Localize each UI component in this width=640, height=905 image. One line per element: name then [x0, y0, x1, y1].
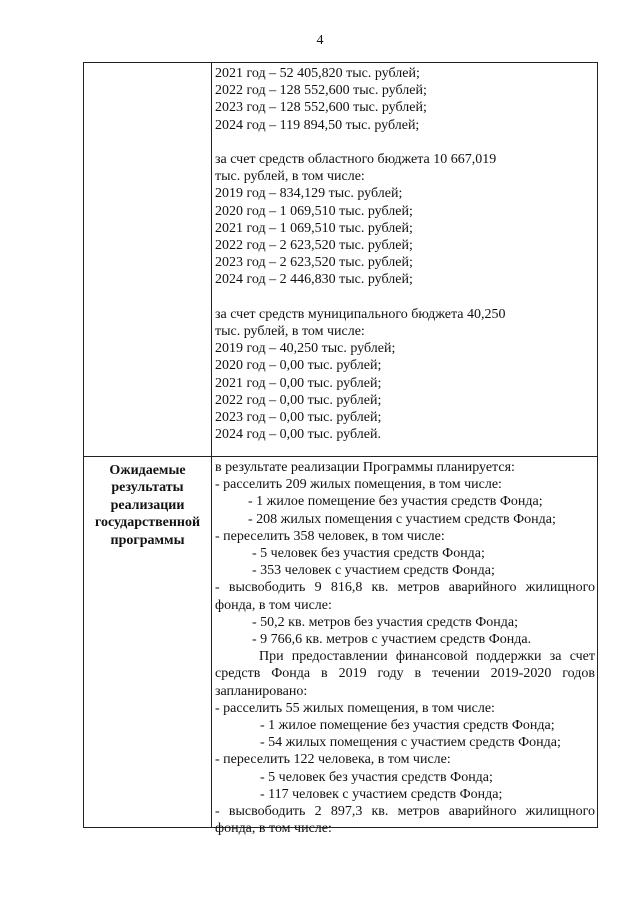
resettle-subitem: - 208 жилых помещения с участием средств Фонда; — [248, 511, 556, 527]
results-intro: в результате реализации Программы планируется: — [215, 460, 515, 475]
support-paragraph-line: средств Фонда в 2019 году в течении 2019-2020 годов — [215, 666, 595, 682]
support-paragraph-line: При предоставлении финансовой поддержки за счет — [259, 649, 595, 665]
resettle-subitem: - 1 жилое помещение без участия средств Фонда; — [260, 718, 555, 734]
municipal-year-line: 2022 год – 0,00 тыс. рублей; — [215, 392, 382, 408]
relocate-item: - переселить 358 человек, в том числе: — [215, 528, 445, 544]
regional-year-line: 2022 год – 2 623,520 тыс. рублей; — [215, 238, 413, 254]
page-number: 4 — [316, 33, 324, 48]
regional-year-line: 2020 год – 1 069,510 тыс. рублей; — [215, 203, 413, 219]
free-housing-item: - высвободить 9 816,8 кв. метров аварийного жилищного — [215, 580, 595, 596]
regional-year-line: 2023 год – 2 623,520 тыс. рублей; — [215, 255, 413, 271]
relocate-subitem: - 5 человек без участия средств Фонда; — [260, 769, 493, 785]
resettle-subitem: - 1 жилое помещение без участия средств Фонда; — [248, 494, 543, 510]
municipal-year-line: 2020 год – 0,00 тыс. рублей; — [215, 358, 382, 374]
regional-budget-title: за счет средств областного бюджета 10 667,019 — [215, 152, 497, 167]
expected-results-content-cell — [212, 457, 597, 837]
municipal-year-line: 2021 год – 0,00 тыс. рублей; — [215, 375, 382, 391]
free-housing-item-cont: фонда, в том числе: — [215, 597, 332, 613]
resettle-subitem: - 54 жилых помещения с участием средств Фонда; — [260, 735, 561, 751]
financing-label-cell — [84, 63, 212, 456]
expected-results-label: Ожидаемые результаты реализации государственной программы — [94, 463, 201, 548]
relocate-subitem: - 5 человек без участия средств Фонда; — [252, 546, 485, 562]
financing-row — [84, 63, 597, 457]
municipal-budget-subtitle: тыс. рублей, в том числе: — [215, 324, 365, 340]
municipal-year-line: 2019 год – 40,250 тыс. рублей; — [215, 341, 396, 357]
expected-results-label-cell — [84, 457, 212, 827]
resettle-item: - расселить 55 жилых помещения, в том числе: — [215, 700, 495, 716]
relocate-subitem: - 117 человек с участием средств Фонда; — [260, 786, 503, 802]
financing-content-cell — [212, 63, 597, 456]
federal-year-line: 2024 год – 119 894,50 тыс. рублей; — [215, 117, 420, 133]
federal-year-line: 2021 год – 52 405,820 тыс. рублей; — [215, 66, 420, 81]
support-paragraph-line: запланировано: — [215, 683, 308, 699]
free-housing-subitem: - 50,2 кв. метров без участия средств Фонда; — [252, 614, 519, 630]
regional-budget-subtitle: тыс. рублей, в том числе: — [215, 169, 365, 185]
relocate-item: - переселить 122 человека, в том числе: — [215, 752, 451, 768]
municipal-budget-title: за счет средств муниципального бюджета 40,250 — [215, 306, 506, 322]
municipal-year-line: 2024 год – 0,00 тыс. рублей. — [215, 427, 381, 443]
regional-year-line: 2021 год – 1 069,510 тыс. рублей; — [215, 220, 413, 236]
program-passport-table — [83, 62, 598, 837]
relocate-subitem: - 353 человек с участием средств Фонда; — [252, 563, 495, 579]
free-housing-item-cont: фонда, в том числе: — [215, 821, 332, 837]
resettle-item: - расселить 209 жилых помещения, в том числе: — [215, 477, 502, 493]
free-housing-item: - высвободить 2 897,3 кв. метров аварийного жилищного — [215, 804, 595, 820]
regional-year-line: 2019 год – 834,129 тыс. рублей; — [215, 186, 403, 202]
federal-year-line: 2022 год – 128 552,600 тыс. рублей; — [215, 83, 427, 99]
municipal-year-line: 2023 год – 0,00 тыс. рублей; — [215, 410, 382, 426]
expected-results-row — [84, 457, 597, 837]
federal-year-line: 2023 год – 128 552,600 тыс. рублей; — [215, 100, 427, 116]
regional-year-line: 2024 год – 2 446,830 тыс. рублей; — [215, 272, 413, 288]
free-housing-subitem: - 9 766,6 кв. метров с участием средств Фонда. — [252, 632, 532, 648]
